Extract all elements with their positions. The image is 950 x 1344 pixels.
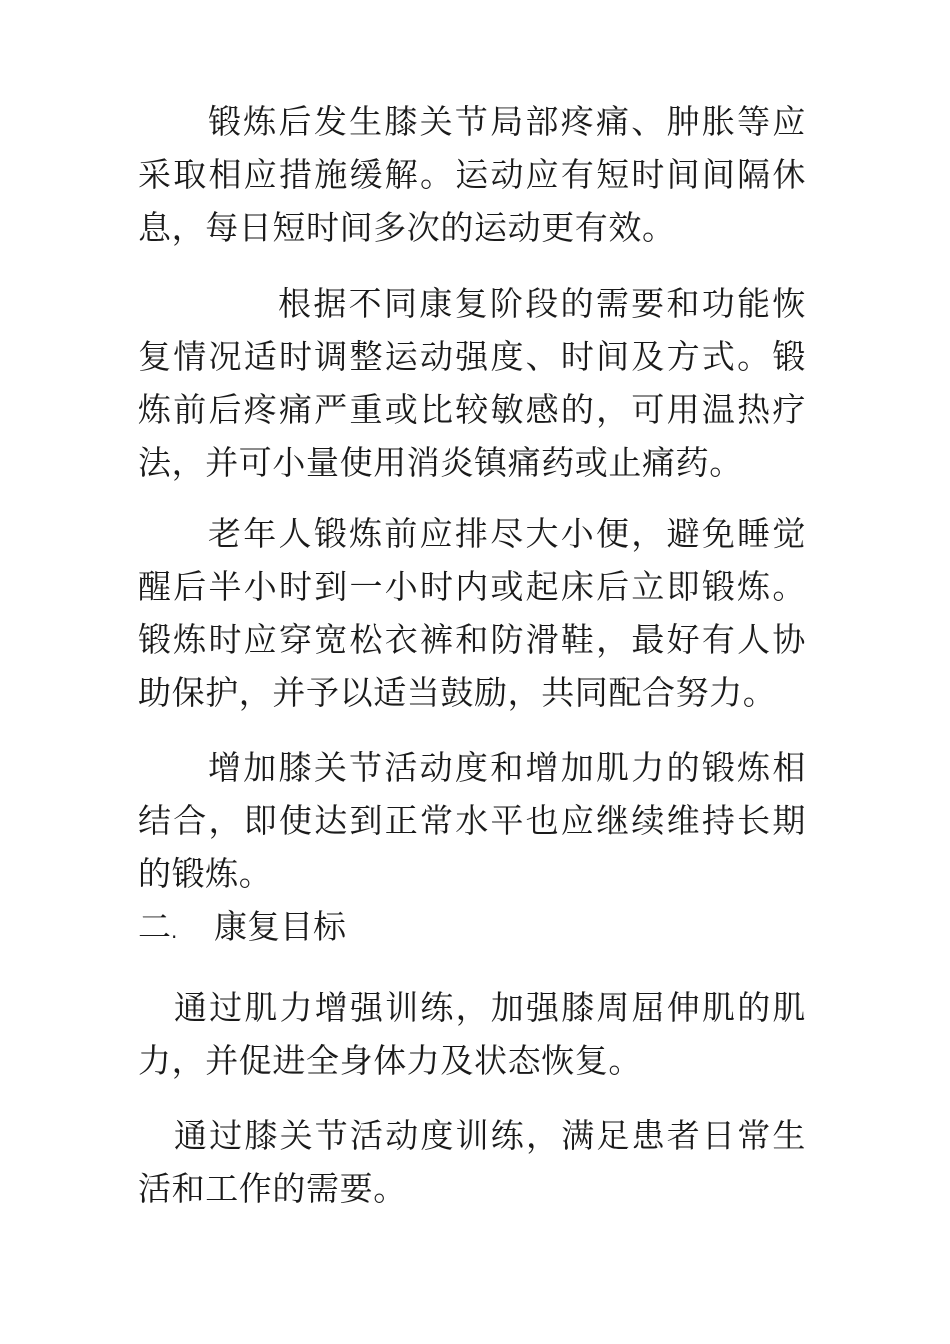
section-number-text: 二	[138, 907, 171, 946]
paragraph-adjust-intensity: 根据不同康复阶段的需要和功能恢复情况适时调整运动强度、时间及方式。锻炼前后疼痛严重或比较敏感的，可用温热疗法，并可小量使用消炎镇痛药或止痛药。	[138, 284, 806, 482]
paragraph-combined-training: 增加膝关节活动度和增加肌力的锻炼相结合，即使达到正常水平也应继续维持长期的锻炼。	[138, 748, 806, 893]
goal-range-of-motion: 通过膝关节活动度训练，满足患者日常生活和工作的需要。	[138, 1116, 806, 1208]
paragraph-elderly-precautions: 老年人锻炼前应排尽大小便，避免睡觉醒后半小时到一小时内或起床后立即锻炼。锻炼时应穿宽松衣裤和防滑鞋，最好有人协助保护，并予以适当鼓励，共同配合努力。	[138, 514, 806, 712]
section-title: 康复目标	[214, 907, 346, 946]
section-number	[138, 900, 214, 958]
document-body	[138, 95, 806, 1215]
section-heading	[138, 900, 806, 958]
paragraph-post-exercise-pain: 锻炼后发生膝关节局部疼痛、肿胀等应采取相应措施缓解。运动应有短时间间隔休息，每日短时间多次的运动更有效。	[138, 102, 806, 247]
section-number-dot: .	[171, 919, 178, 943]
goal-muscle-strength: 通过肌力增强训练，加强膝周屈伸肌的肌力，并促进全身体力及状态恢复。	[138, 988, 806, 1080]
